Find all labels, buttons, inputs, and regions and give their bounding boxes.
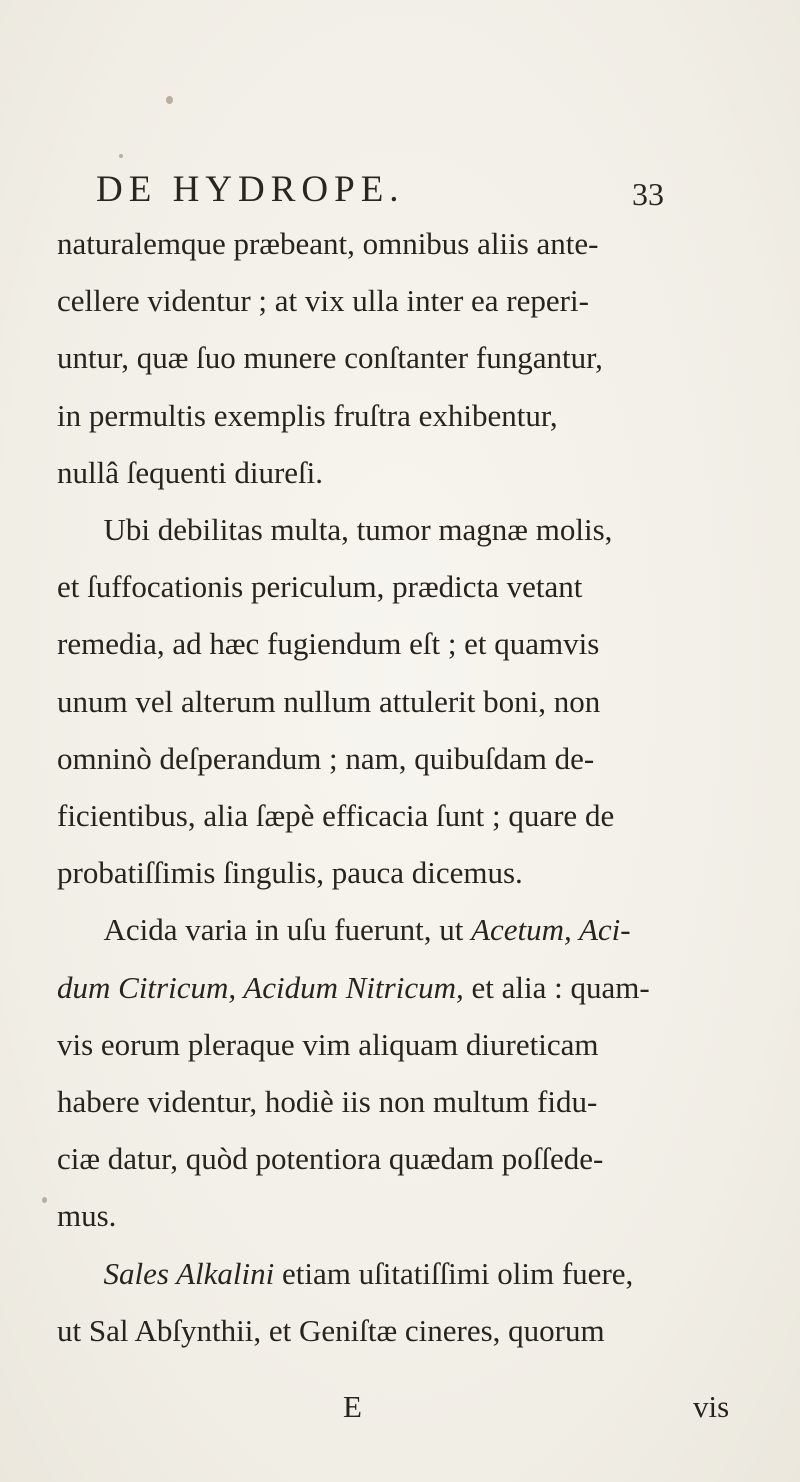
text-line (57, 682, 600, 722)
catchword: vis (693, 1389, 730, 1424)
text-line (57, 510, 612, 550)
text-segment (57, 1256, 104, 1291)
text-line (57, 1254, 633, 1294)
text-segment: remedia, ad hæc fugiendum eſt ; et quamvis (57, 626, 600, 662)
text-line (57, 968, 650, 1008)
text-segment: etiam uſitatiſſimi olim fuere, (274, 1255, 634, 1291)
text-segment: untur, quæ ſuo munere conſtanter fungantur, (57, 340, 603, 376)
italic-segment: dum Citricum, Acidum Nitricum, (57, 969, 464, 1005)
running-title: DE HYDROPE. (96, 169, 405, 210)
text-line (57, 1196, 116, 1236)
text-line (57, 1311, 605, 1351)
text-segment: vis eorum pleraque vim aliquam diureticam (57, 1026, 599, 1062)
text-line (57, 796, 614, 836)
text-line (57, 910, 631, 950)
text-line (57, 1139, 603, 1179)
ink-speck (119, 154, 123, 158)
page-number: 33 (632, 176, 664, 212)
ink-speck (42, 1197, 47, 1203)
text-line (57, 338, 603, 378)
text-line (57, 1082, 597, 1122)
text-segment: in permultis exemplis fruſtra exhibentur, (57, 397, 558, 433)
text-segment: Ubi debilitas multa, tumor magnæ molis, (57, 512, 613, 547)
text-line (57, 853, 523, 893)
text-segment: mus. (57, 1198, 117, 1234)
text-line (57, 281, 589, 321)
text-line (57, 396, 558, 436)
text-line (57, 567, 582, 607)
text-segment: nullâ ſequenti diureſi. (57, 454, 324, 490)
italic-segment: Sales Alkalini (103, 1255, 275, 1291)
signature-mark: E (343, 1389, 362, 1424)
ink-speck (166, 96, 173, 104)
text-segment: Acida varia in uſu fuerunt, ut (57, 912, 472, 948)
text-line (57, 624, 599, 664)
text-line (57, 739, 594, 779)
text-segment: omninò deſperandum ; nam, quibuſdam de- (57, 740, 595, 776)
text-line (57, 224, 599, 264)
text-segment: et ſuffocationis periculum, prædicta vetant (57, 569, 583, 605)
text-segment: cellere videntur ; at vix ulla inter ea reperi- (57, 283, 589, 319)
text-segment: unum vel alterum nullum attulerit boni, non (57, 683, 601, 719)
text-line (57, 453, 323, 493)
text-segment: probatiſſimis ſingulis, pauca dicemus. (57, 855, 523, 891)
italic-segment: Acetum, Aci- (471, 912, 631, 948)
text-segment: habere videntur, hodiè iis non multum fidu- (57, 1084, 598, 1119)
text-segment: naturalemque præbeant, omnibus aliis ante- (57, 226, 599, 261)
text-line (57, 1025, 598, 1065)
text-segment: et alia : quam- (463, 969, 650, 1005)
text-segment: ciæ datur, quòd potentiora quædam poſſede- (57, 1141, 604, 1177)
text-segment: ficientibus, alia ſæpè efficacia ſunt ; quare de (57, 798, 615, 833)
text-segment: ut Sal Abſynthii, et Geniſtæ cineres, quorum (57, 1312, 605, 1348)
